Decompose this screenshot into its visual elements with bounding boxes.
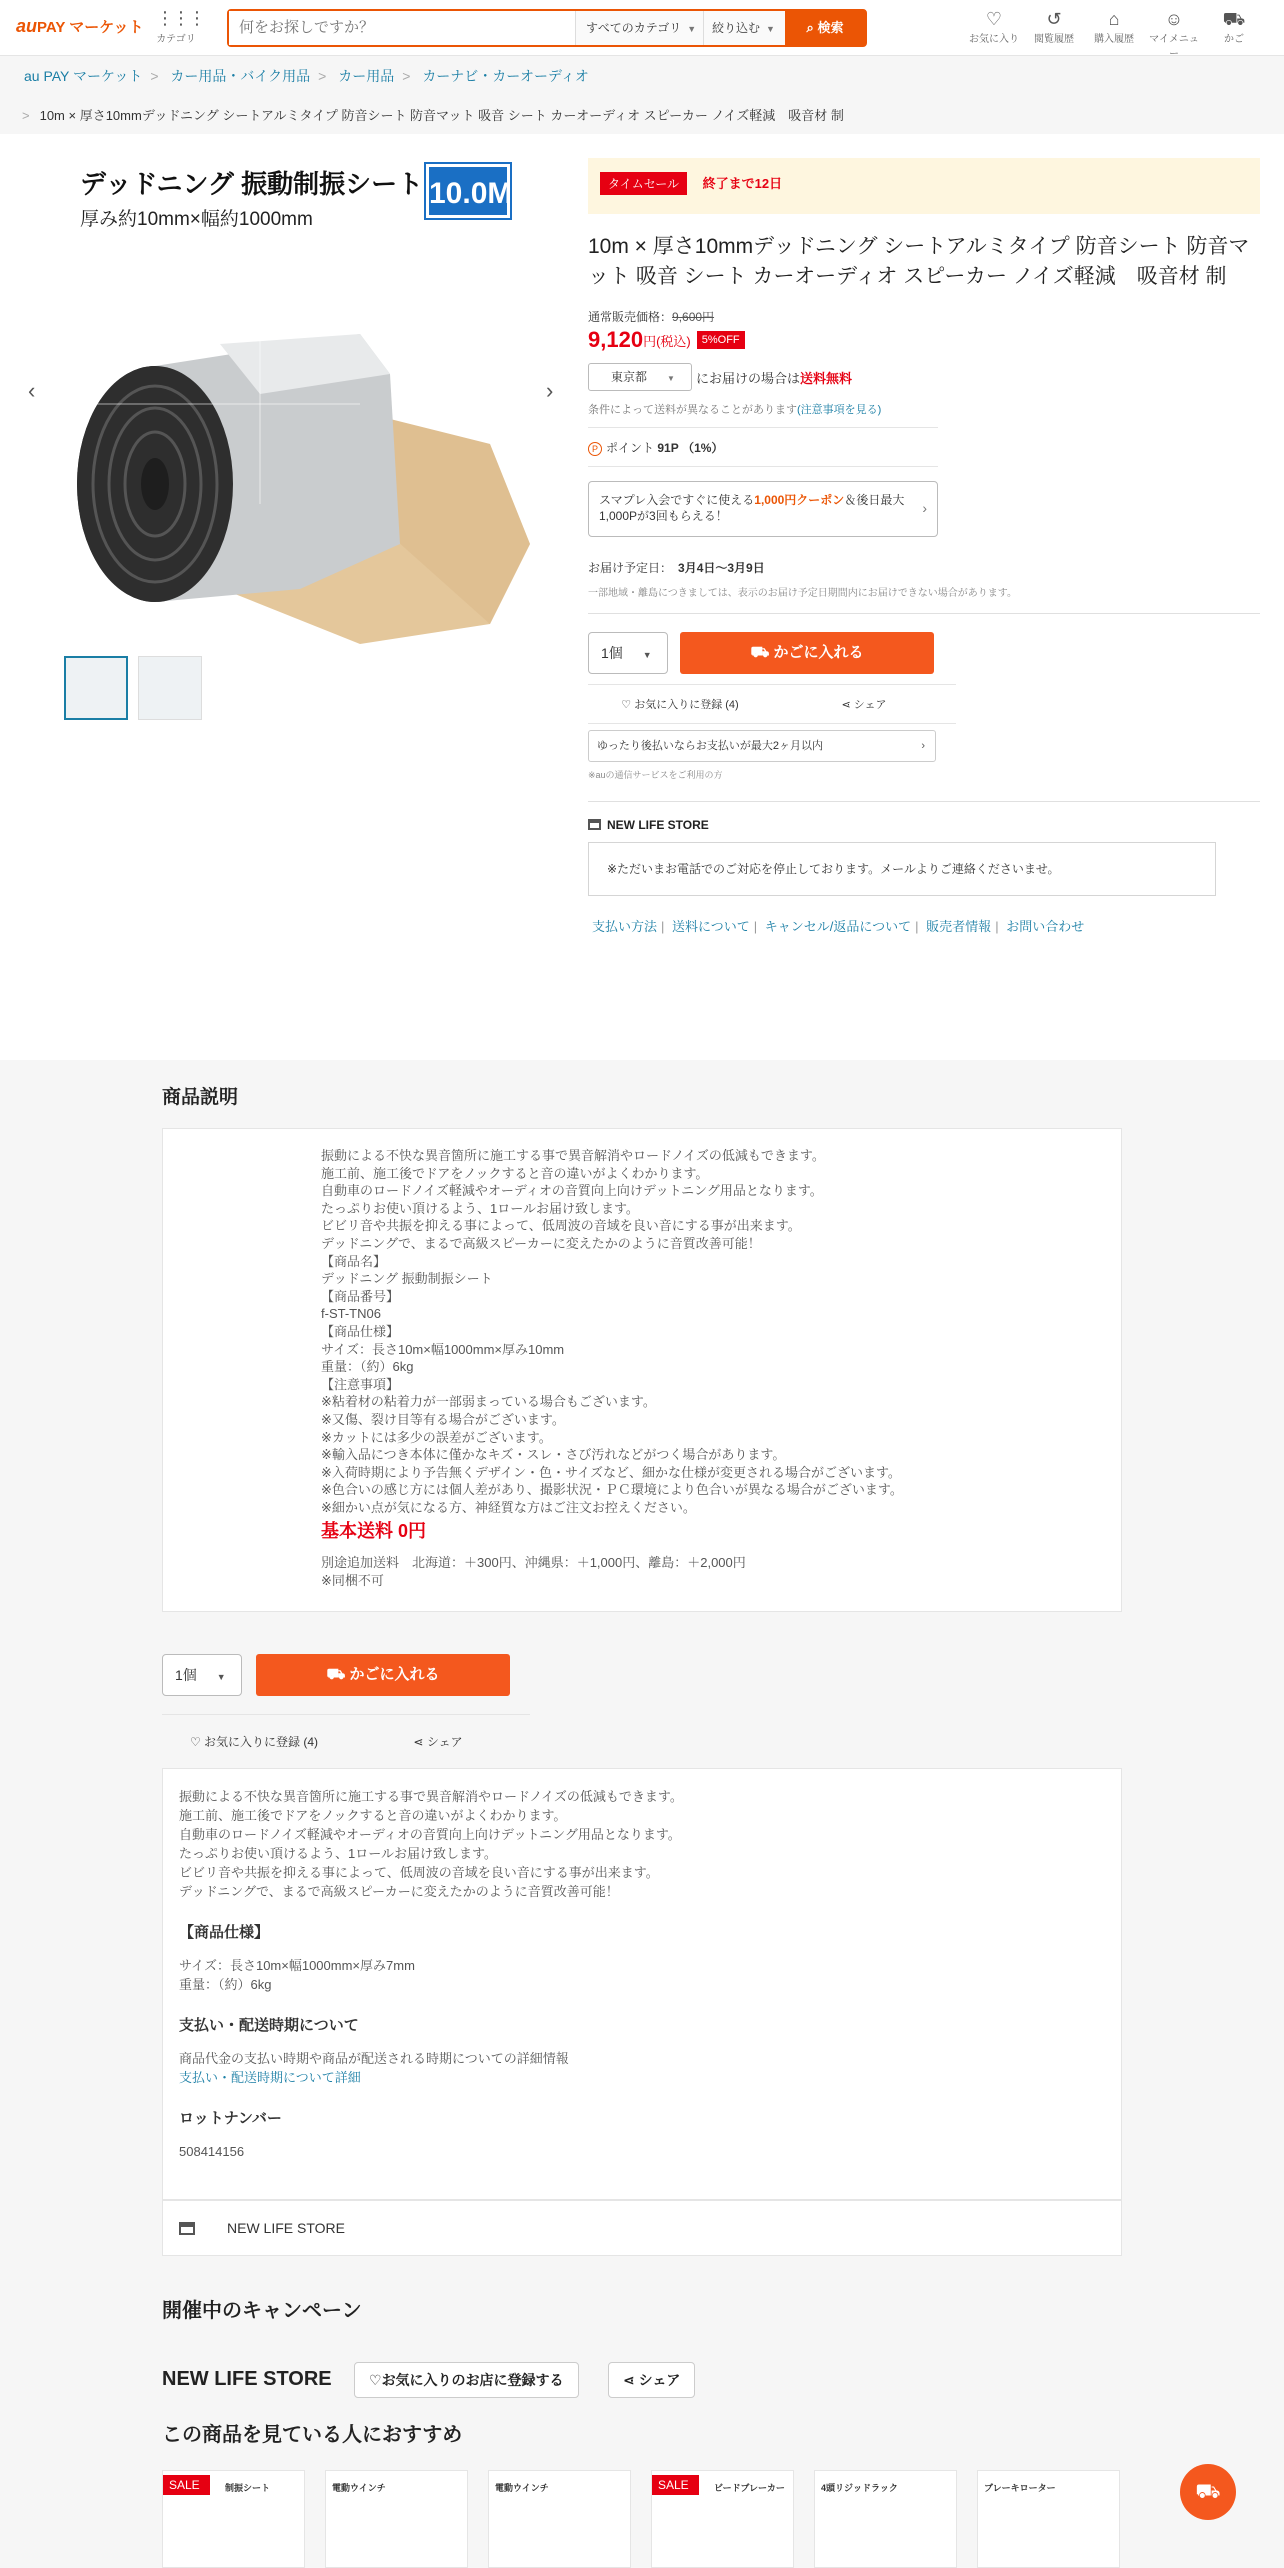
contact-link[interactable]: お問い合わせ [1006, 919, 1085, 934]
free-shipping-label: 送料無料 [800, 370, 853, 386]
share-icon: ⋖ [841, 699, 854, 711]
lot-number-value: 508414156 [179, 2144, 245, 2159]
discount-badge: 5%OFF [697, 331, 745, 349]
heart-icon: ♡ [621, 699, 635, 711]
category-button[interactable] [156, 8, 204, 45]
description-lines [321, 1147, 1121, 1516]
recommend-item-title: 4頭リジッドラック [821, 2483, 898, 2493]
store-share-button[interactable]: ⋖ シェア [608, 2362, 695, 2398]
payment-timing-text: 商品代金の支払い時期や商品が配送される時期についての詳細情報 [179, 2051, 569, 2066]
no-bundle-text: ※同梱不可 [321, 1573, 384, 1589]
description-line: ※又傷、裂け目等有る場合がございます。 [321, 1411, 565, 1427]
thumbnail-image[interactable] [64, 656, 128, 720]
recommend-item[interactable] [488, 2470, 631, 2568]
filter-select[interactable]: 絞り込む ▼ [703, 11, 785, 45]
floating-cart-button[interactable] [1180, 2464, 1236, 2520]
store-links: 支払い方法 | 送料について | キャンセル/返品について | 販売者情報 | お問い合わせ [592, 919, 1085, 934]
buy-row-bottom [162, 1654, 510, 1696]
favorite-share-row-bottom [162, 1714, 530, 1768]
category-label: カテゴリ [156, 34, 196, 45]
cart-icon: ⛟ [750, 644, 774, 661]
sale-badge: SALE [651, 2475, 699, 2495]
description-line: f-ST-TN06 [321, 1306, 381, 1322]
description-line: デッドニング 振動制振シート [321, 1271, 493, 1287]
description-line: ※色合いの感じ方には個人差があり、撮影状況・ＰＣ環境により色合いが異なる場合がございます。 [321, 1482, 903, 1498]
description-line: 【商品名】 [321, 1253, 387, 1269]
bag-icon: ⌂ [1108, 9, 1120, 29]
favorite-button[interactable]: ♡ お気に入りに登録 (4) [189, 1735, 319, 1749]
history-icon: ↺ [1046, 9, 1062, 29]
prev-image-arrow[interactable]: ‹ [28, 378, 36, 403]
shipping-info-link[interactable]: 送料について [672, 919, 750, 934]
description-line: ※カットには多少の誤差がございます。 [321, 1429, 552, 1445]
share-button[interactable]: ⋖ シェア [413, 1735, 463, 1749]
store-heading[interactable]: NEW LIFE STORE [162, 2368, 332, 2390]
share-icon: ⋖ [623, 2372, 639, 2388]
cart-icon: ⛟ [326, 1666, 350, 1683]
search-button[interactable]: ⌕ 検索 [785, 11, 865, 45]
regular-price: 通常販売価格：9,600円 [588, 310, 715, 324]
store-message: ※ただいまお電話でのご対応を停止しております。メールよりご連絡くださいませ。 [588, 842, 1216, 896]
timesale-banner [588, 158, 1260, 214]
lot-number-heading: ロットナンバー [179, 2110, 282, 2127]
cart-plus-icon: ⛟ [1195, 2481, 1221, 2503]
description-line: 自動車のロードノイズ軽減やオーディオの音質向上向けデットニング用品となります。 [321, 1183, 823, 1199]
caret-down-icon: ▼ [216, 1672, 226, 1682]
image-headline: デッドニング 振動制振シート [80, 169, 424, 199]
nav-purchases[interactable]: ⌂ 購入履歴 [1085, 8, 1143, 45]
nav-mymenu[interactable]: ☺ マイメニュー [1145, 8, 1203, 60]
description-line: ビビリ音や共振を抑える事によって、低周波の音域を良い音にする事が出来ます。 [321, 1218, 801, 1234]
description-line: 【商品仕様】 [321, 1323, 400, 1339]
caret-down-icon: ▼ [642, 650, 652, 660]
recommend-item[interactable] [325, 2470, 468, 2568]
title-crumb: > 10m × 厚さ10mmデッドニング シートアルミタイプ 防音シート 防音マット 吸音 シート カーオーディオ スピーカー ノイズ軽減 吸音材 制 [22, 108, 844, 123]
points-icon: P [588, 442, 602, 456]
store-favorite-button[interactable]: ♡お気に入りのお店に登録する [354, 2362, 579, 2398]
au-pay-market-logo[interactable]: auPAY マーケット [16, 16, 144, 36]
extra-shipping-text: 別途追加送料 北海道：＋300円、沖縄県：＋1,000円、離島：＋2,000円 [321, 1555, 746, 1571]
prefecture-select[interactable]: 東京都 ▼ [588, 363, 692, 391]
description-line: ※輸入品につき本体に僅かなキズ・スレ・さび汚れなどがつく場合があります。 [321, 1447, 786, 1463]
recommend-item[interactable] [977, 2470, 1120, 2568]
caret-down-icon: ▼ [766, 24, 775, 34]
breadcrumb-link[interactable]: カー用品 [338, 68, 395, 84]
spec-intro-line: 振動による不快な異音箇所に施工する事で異音解消やロードノイズの低減もできます。 [179, 1789, 683, 1804]
buy-row [588, 632, 1260, 674]
cart-icon: ⛟ [1222, 9, 1246, 29]
price-unit: 円(税込) [643, 333, 691, 349]
store-icon [588, 819, 601, 830]
chevron-right-icon: > [150, 68, 159, 84]
product-roll-illustration [60, 244, 530, 644]
quantity-select[interactable]: 1個 ▼ [588, 632, 668, 674]
description-line: サイズ：長さ10m×幅1000mm×厚み10mm [321, 1341, 565, 1357]
spec-weight: 重量：（約）6kg [179, 1977, 272, 1992]
recommend-item-title: 電動ウインチ [332, 2483, 386, 2493]
payment-timing-link[interactable]: 支払い・配送時期について詳細 [179, 2070, 361, 2085]
favorite-button[interactable]: ♡ お気に入りに登録 (4) [621, 699, 739, 711]
shipping-condition: 条件によって送料が異なることがあります(注意事項を見る) [588, 404, 882, 416]
delivery-note: 一部地域・離島につきましては、表示のお届け予定日期間内にお届けできない場合があります。 [588, 584, 1260, 614]
chevron-right-icon: > [402, 68, 411, 84]
image-subline: 厚み約10mm×幅約1000mm [80, 209, 313, 230]
breadcrumb-link[interactable]: au PAY マーケット [24, 68, 143, 84]
nav-history[interactable]: ↺ 閲覧履歴 [1025, 8, 1083, 45]
sale-price [588, 327, 1260, 353]
campaign-heading: 開催中のキャンペーン [162, 2300, 362, 2322]
spec-intro-line: ビビリ音や共振を抑える事によって、低周波の音域を良い音にする事が出来ます。 [179, 1865, 659, 1880]
description-line: 施工前、施工後でドアをノックすると音の違いがよくわかります。 [321, 1165, 709, 1181]
product-section [0, 134, 1284, 1060]
chevron-right-icon: › [922, 500, 927, 516]
recommend-heading: この商品を見ている人におすすめ [162, 2424, 463, 2446]
description-line: ※入荷時期により予告無くデザイン・色・サイズなど、細かな仕様が変更される場合がございます。 [321, 1464, 901, 1480]
recommend-item-title: 制振シート [225, 2483, 271, 2493]
category-select[interactable]: すべてのカテゴリ ▼ [575, 11, 703, 45]
description-line: 振動による不快な異音箇所に施工する事で異音解消やロードノイズの低減もできます。 [321, 1148, 825, 1163]
shipping-row: 東京都 ▼ にお届けの場合は 送料無料 [588, 363, 1260, 391]
sale-badge: SALE [162, 2475, 210, 2495]
spec-intro [179, 1787, 1105, 1901]
timesale-tag: タイムセール [600, 172, 687, 195]
timesale-remaining: 終了まで12日 [702, 176, 783, 191]
search-input[interactable] [229, 11, 575, 45]
search-bar [227, 9, 867, 47]
payment-methods-link[interactable]: 支払い方法 [592, 919, 658, 934]
cancel-return-link[interactable]: キャンセル/返品について [764, 919, 912, 934]
description-line: 重量：（約）6kg [321, 1359, 414, 1375]
shipping-notes-link[interactable]: (注意事項を見る) [797, 404, 882, 416]
site-header [0, 0, 1284, 60]
nav-favorites[interactable]: ♡ お気に入り [965, 8, 1023, 45]
smapre-coupon-banner[interactable]: スマプレ入会ですぐに使える1,000円クーポン＆後日最大1,000Pが3回もらえる！ › [588, 481, 938, 537]
grid-icon: ⋮⋮⋮ [156, 8, 204, 28]
caret-down-icon: ▼ [687, 24, 697, 34]
breadcrumb-link[interactable]: カー用品・バイク用品 [170, 68, 311, 84]
recommend-item[interactable] [651, 2470, 794, 2568]
description-line: 【商品番号】 [321, 1288, 400, 1304]
share-button[interactable]: ⋖ シェア [841, 699, 887, 711]
recommend-list [162, 2470, 1120, 2568]
share-icon: ⋖ [413, 1735, 427, 1749]
spec-intro-line: デッドニングで、まるで高級スピーカーに変えたかのように音質改善可能！ [179, 1884, 619, 1899]
payment-timing-heading: 支払い・配送時期について [179, 2017, 359, 2034]
spec-heading: 【商品仕様】 [179, 1924, 270, 1941]
price-value: 9,120 [588, 327, 644, 352]
base-shipping-label: 基本送料 0円 [321, 1521, 427, 1542]
spec-intro-line: たっぷりお使い頂けるよう、1ロールお届け致します。 [179, 1846, 497, 1861]
recommend-item[interactable] [814, 2470, 957, 2568]
nav-cart[interactable]: ⛟ かご [1205, 8, 1263, 45]
recommend-item-title: ビードブレーカー [714, 2483, 785, 2493]
search-icon: ⌕ [806, 20, 818, 35]
description-box [162, 1128, 1122, 1612]
store-icon [179, 2222, 195, 2235]
seller-info-link[interactable]: 販売者情報 [926, 919, 992, 934]
product-info [588, 158, 1260, 935]
recommend-item[interactable] [162, 2470, 305, 2568]
add-to-cart-button[interactable]: ⛟ かごに入れる [680, 632, 934, 674]
chevron-right-icon: > [318, 68, 327, 84]
quantity-select[interactable]: 1個 ▼ [162, 1654, 242, 1696]
points-row: P ポイント 91P （1%） [588, 427, 938, 467]
recommend-item-title: ブレーキローター [984, 2483, 1056, 2493]
recommend-item-title: 電動ウインチ [495, 2483, 549, 2493]
add-to-cart-button[interactable]: ⛟ かごに入れる [256, 1654, 510, 1696]
product-title: 10m × 厚さ10mmデッドニング シートアルミタイプ 防音シート 防音マット 吸音 シート カーオーディオ スピーカー ノイズ軽減 吸音材 制 [588, 235, 1250, 288]
store-name[interactable]: NEW LIFE STORE [588, 818, 1260, 832]
thumbnail-strip [64, 656, 202, 720]
thumbnail-image[interactable] [138, 656, 202, 720]
au-service-note: ※auの通信サービスをご利用の方 [588, 768, 1260, 802]
description-line: ※粘着材の粘着力が一部弱まっている場合もございます。 [321, 1394, 656, 1410]
breadcrumb-link[interactable]: カーナビ・カーオーディオ [422, 68, 589, 84]
favorite-share-row [588, 684, 956, 724]
product-main-image[interactable] [60, 164, 530, 664]
user-icon: ☺ [1164, 9, 1184, 29]
paylater-banner[interactable]: ゆったり後払いならお支払いが最大2ヶ月以内 › [588, 730, 936, 762]
description-line: デッドニングで、まるで高級スピーカーに変えたかのように音質改善可能！ [321, 1235, 761, 1251]
spec-box [162, 1768, 1122, 2200]
caret-down-icon: ▼ [667, 374, 675, 383]
description-line: 【注意事項】 [321, 1376, 400, 1392]
description-line: たっぷりお使い頂けるよう、1ロールお届け致します。 [321, 1200, 639, 1216]
heart-icon: ♡ [985, 9, 1003, 29]
heart-icon: ♡ [369, 2372, 382, 2388]
description-line: ※細かい点が気になる方、神経質な方はご注文お控えください。 [321, 1499, 696, 1515]
delivery-estimate: お届け予定日： 3月4日～3月9日 [588, 561, 765, 575]
next-image-arrow[interactable]: › [546, 378, 554, 403]
image-length-badge: 10.0M [426, 164, 510, 218]
chevron-right-icon: > [22, 108, 30, 123]
store-row[interactable]: NEW LIFE STORE [162, 2200, 1122, 2256]
spec-size: サイズ：長さ10m×幅1000mm×厚み7mm [179, 1958, 415, 1973]
spec-intro-line: 施工前、施工後でドアをノックすると音の違いがよくわかります。 [179, 1808, 567, 1823]
breadcrumb [24, 66, 589, 86]
chevron-right-icon: › [921, 740, 925, 752]
spec-intro-line: 自動車のロードノイズ軽減やオーディオの音質向上向けデットニング用品となります。 [179, 1827, 681, 1842]
heart-icon: ♡ [189, 1735, 205, 1749]
description-heading: 商品説明 [162, 1087, 239, 1108]
